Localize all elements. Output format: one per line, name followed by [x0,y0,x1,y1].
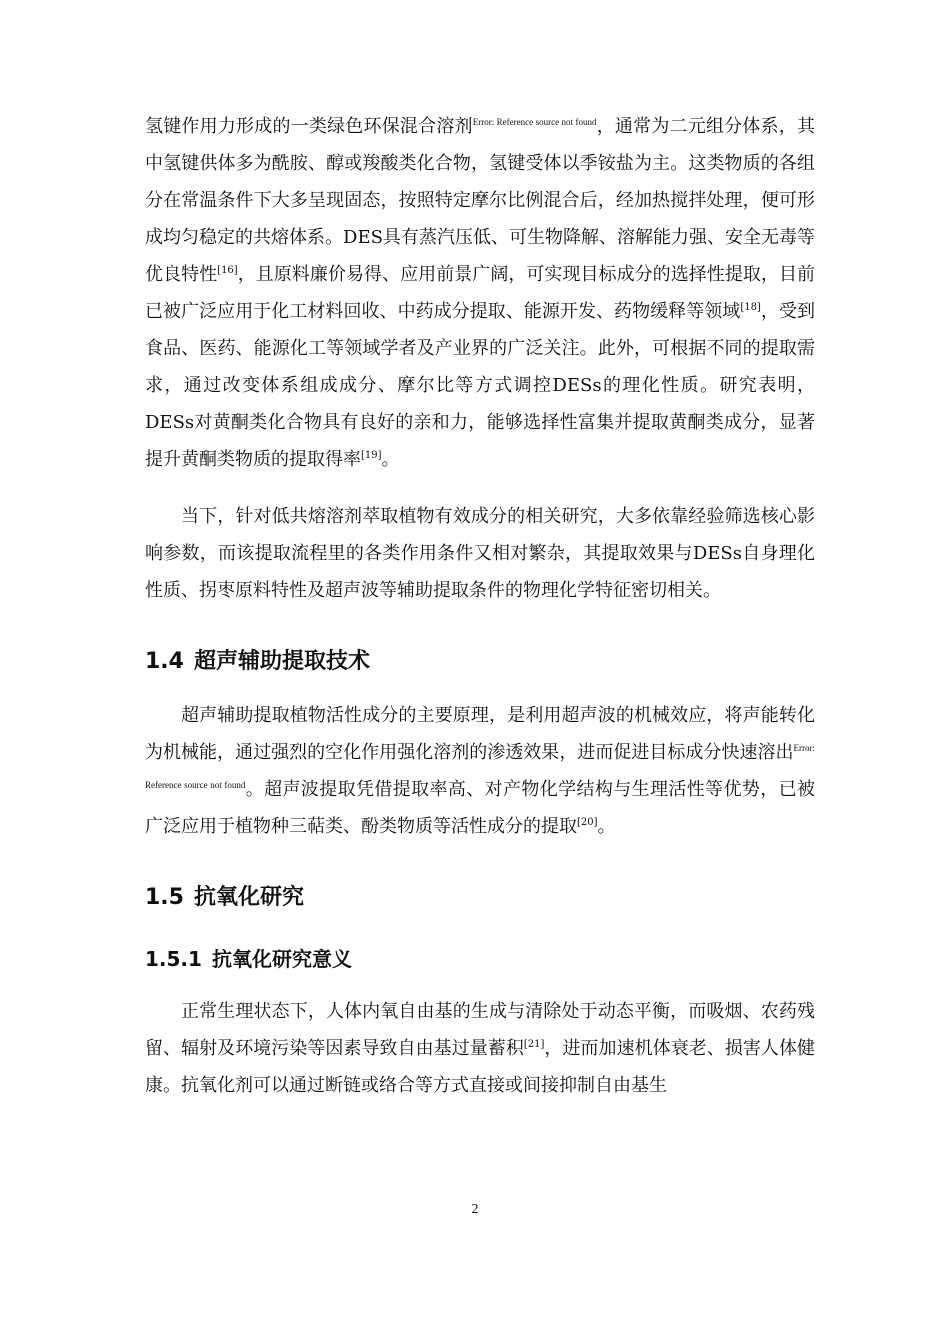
section-title: 超声辅助提取技术 [193,649,370,674]
text-run: ，通常为二元组分体系，其中氢键供体多为酰胺、醇或羧酸类化合物，氢键受体以季铵盐为主。这类物质的各组分在常温条件下大多呈现固态，按照特定摩尔比例混合后，经加热搅拌处理，便可形成均匀稳定的共熔体系。DES具有蒸汽压低、可生物降解、溶解能力强、安全无毒等优良特性 [145,116,816,285]
text-run: 。 [381,449,400,470]
paragraph-ultrasound [145,697,815,845]
section-title: 抗氧化研究 [193,885,304,910]
reference-error-marker: Error: Reference source not found [472,117,597,127]
section-number: 1.4 [145,649,184,674]
text-run: 超声辅助提取植物活性成分的主要原理，是利用超声波的机械效应，将声能转化为机械能，通过强烈的空化作用强化溶剂的渗透效果，进而促进目标成分快速溶出 [145,705,815,763]
paragraph-des-research-status: 当下，针对低共熔溶剂萃取植物有效成分的相关研究，大多依靠经验筛选核心影响参数，而该提取流程里的各类作用条件又相对繁杂，其提取效果与DESs自身理化性质、拐枣原料特性及超声波等辅助提取条件的物理化学特征密切相关。 [145,506,815,601]
section-heading-1-5 [145,883,815,913]
section-number: 1.5 [145,885,184,910]
citation-21: [21] [523,1039,545,1050]
subsection-title: 抗氧化研究意义 [211,947,352,971]
subsection-number: 1.5.1 [145,947,202,971]
citation-20: [20] [577,817,598,828]
page-number: 2 [471,1202,479,1217]
paragraph-antioxidant-significance [145,993,815,1104]
citation-16: [16] [217,265,238,276]
reference-error-marker: Error: Reference source not found [145,743,815,790]
text-run: ，受到食品、医药、能源化工等领域学者及产业界的广泛关注。此外，可根据不同的提取需求，通过改变体系组成成分、摩尔比等方式调控DESs的理化性质。研究表明，DESs对黄酮类化合物具有良好的亲和力，能够选择性富集并提取黄酮类成分，显著提升黄酮类物质的提取得率 [145,301,815,470]
paragraph-des-overview [145,108,815,478]
text-run: ，进而加速机体衰老、损害人体健康。抗氧化剂可以通过断链或络合等方式直接或间接抑制自由基生 [145,1038,816,1096]
subsection-heading-1-5-1 [145,945,815,973]
text-run: 氢键作用力形成的一类绿色环保混合溶剂 [145,116,473,137]
page-content [145,108,815,1104]
text-run: 。超声波提取凭借提取率高、对产物化学结构与生理活性等优势，已被广泛应用于植物种三萜类、酚类物质等活性成分的提取 [145,779,815,837]
citation-19: [19] [361,450,382,461]
text-run: 。 [597,816,616,837]
section-heading-1-4 [145,647,815,677]
citation-18: [18] [740,302,761,313]
text-run: 正常生理状态下，人体内氧自由基的生成与清除处于动态平衡，而吸烟、农药残留、辐射及环境污染等因素导致自由基过量蓄积 [145,1001,815,1059]
text-run: ，且原料廉价易得、应用前景广阔，可实现目标成分的选择性提取，目前已被广泛应用于化工材料回收、中药成分提取、能源开发、药物缓释等领域 [145,264,816,322]
